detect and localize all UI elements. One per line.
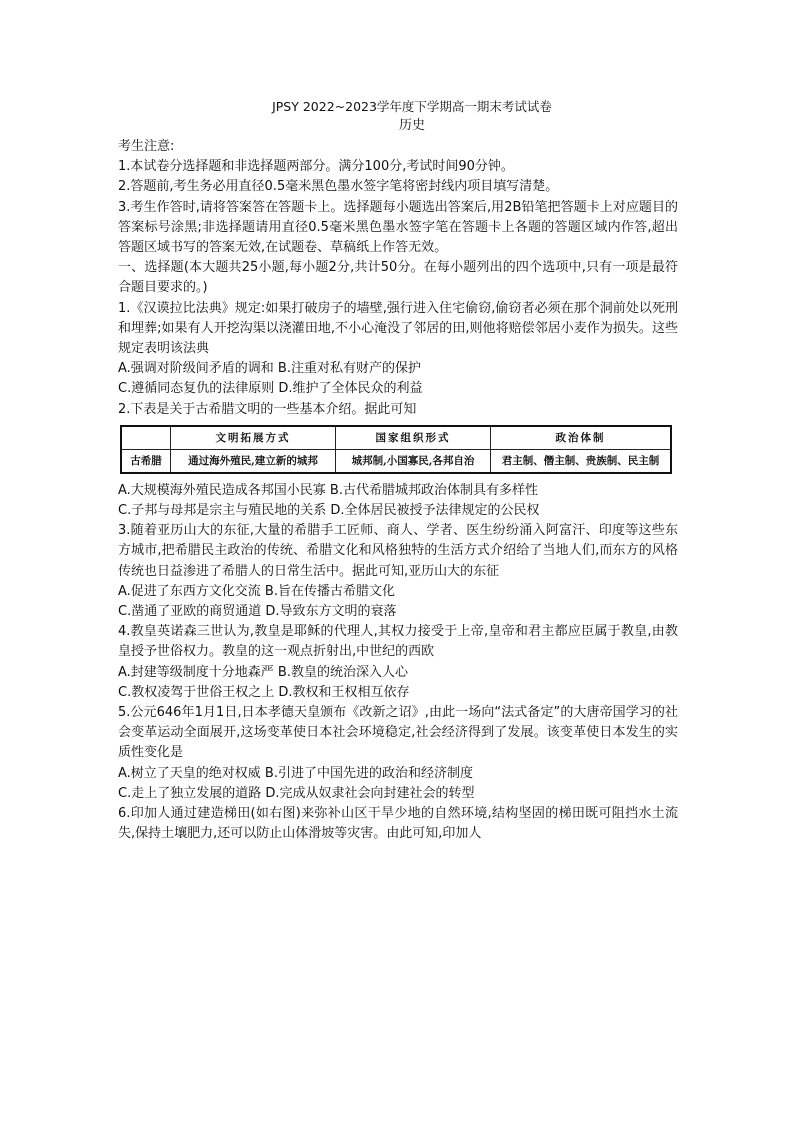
notice-heading: 考生注意:	[118, 139, 175, 154]
question-5-options-ab: A.树立了天皇的绝对权威 B.引进了中国先进的政治和经济制度	[118, 765, 473, 781]
question-3-options-cd: C.凿通了亚欧的商贸通道 D.导致东方文明的衰落	[118, 604, 397, 620]
table-header-cell	[121, 426, 171, 450]
question-4-stem: 4.教皇英诺森三世认为,教皇是耶稣的代理人,其权力接受于上帝,皇帝和君主都应臣属于教皇,由教皇授予世俗权力。教皇的这一观点折射出,中世纪的西欧	[118, 624, 678, 660]
question-2-options-cd: C.子邦与母邦是宗主与殖民地的关系 D.全体居民被授予法律规定的公民权	[118, 503, 540, 519]
table-header-cell: 政治体制	[491, 426, 672, 450]
notice-item-1: 1.本试卷分选择题和非选择题两部分。满分100分,考试时间90分钟。	[118, 159, 514, 175]
question-4-options-ab: A.封建等级制度十分地森严 B.教皇的统治深入人心	[118, 664, 408, 680]
section-heading: 一、选择题(本大题共25小题,每小题2分,共计50分。在每小题列出的四个选项中,只有一项是最符合题目要求的。)	[118, 260, 678, 296]
table-cell: 君主制、僭主制、贵族制、民主制	[491, 449, 672, 473]
table-row	[121, 449, 671, 473]
table-header-cell: 国家组织形式	[336, 426, 491, 450]
question-4-options-cd: C.教权凌驾于世俗王权之上 D.教权和王权相互依存	[118, 684, 410, 700]
table-cell: 城邦制,小国寡民,各邦自治	[336, 449, 491, 473]
question-3-options-ab: A.促进了东西方文化交流 B.旨在传播古希腊文化	[118, 583, 395, 599]
question-6-stem: 6.印加人通过建造梯田(如右图)来弥补山区干旱少地的自然环境,结构坚固的梯田既可阻挡水土流失,保持土壤肥力,还可以防止山体滑坡等灾害。由此可知,印加人	[118, 806, 678, 842]
notice-item-2: 2.答题前,考生务必用直径0.5毫米黑色墨水签字笔将密封线内项目填写清楚。	[118, 179, 559, 195]
table-header-row	[121, 426, 671, 450]
question-5-options-cd: C.走上了独立发展的道路 D.完成从奴隶社会向封建社会的转型	[118, 785, 475, 801]
table-cell: 古希腊	[121, 449, 171, 473]
question-2-stem: 2.下表是关于古希腊文明的一些基本介绍。据此可知	[118, 401, 417, 417]
question-1-options-cd: C.遵循同态复仇的法律原则 D.维护了全体民众的利益	[118, 381, 423, 397]
notice-item-3: 3.考生作答时,请将答案答在答题卡上。选择题每小题选出答案后,用2B铅笔把答题卡上对应题目的答案标号涂黑;非选择题请用直径0.5毫米黑色墨水签字笔在答题卡上各题的答题区域内作答,超出答题区域书写的答案无效,在试题卷、草稿纸上作答无效。	[118, 199, 678, 256]
question-1-stem: 1.《汉谟拉比法典》规定:如果打破房子的墙壁,强行进入住宅偷窃,偷窃者必须在那个洞前处以死刑和埋葬;如果有人开挖沟渠以浇灌田地,不小心淹没了邻居的田,则他将赔偿邻居小麦作为损失。这些规定表明该法典	[118, 300, 678, 357]
question-5-stem: 5.公元646年1月1日,日本孝德天皇颁布《改新之诏》,由此一场向“法式备定”的大唐帝国学习的社会变革运动全面展开,这场变革使日本社会环境稳定,社会经济得到了发展。该变革使日本发生的实质性变化是	[118, 705, 678, 761]
exam-content	[118, 98, 678, 845]
greek-civilization-table	[120, 425, 672, 474]
table-cell: 通过海外殖民,建立新的城邦	[171, 449, 336, 473]
subject-title: 历史	[398, 118, 425, 133]
table-header-cell: 文明拓展方式	[171, 426, 336, 450]
exam-title: JPSY 2022~2023学年度下学期高一期末考试试卷	[272, 99, 552, 114]
question-2-options-ab: A.大规模海外殖民造成各邦国小民寡 B.古代希腊城邦政治体制具有多样性	[118, 482, 538, 498]
question-1-options-ab: A.强调对阶级间矛盾的调和 B.注重对私有财产的保护	[118, 361, 421, 377]
question-3-stem: 3.随着亚历山大的东征,大量的希腊手工匠师、商人、学者、医生纷纷涌入阿富汗、印度等这些东方城市,把希腊民主政治的传统、希腊文化和风格独特的生活方式介绍给了当地人们,而东方的风格传统也日益渗进了希腊人的日常生活中。据此可知,亚历山大的东征	[118, 523, 678, 579]
